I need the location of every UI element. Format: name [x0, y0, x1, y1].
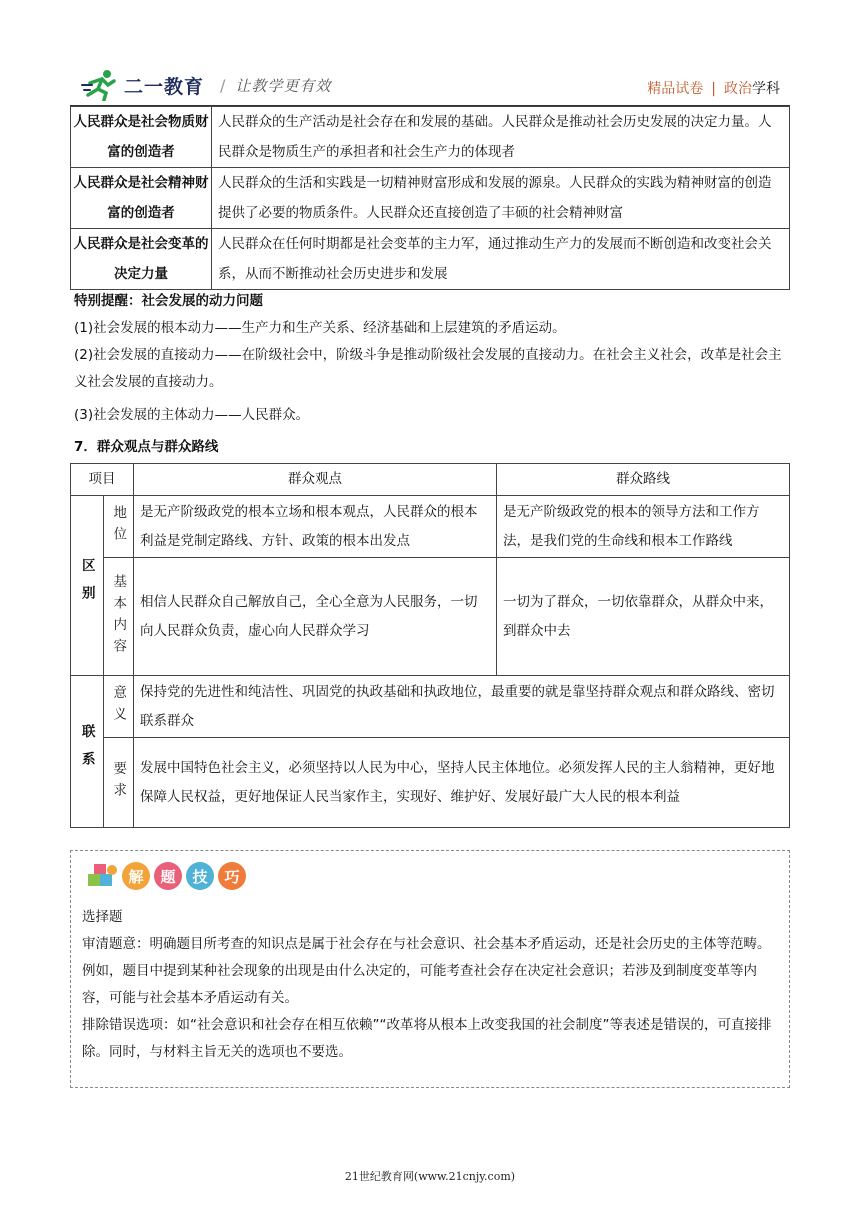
header-right	[647, 78, 780, 98]
tips-title-char: 巧	[218, 862, 246, 890]
page-footer: 21世纪教育网(www.21cnjy.com)	[344, 1170, 516, 1183]
row-cell-line: 是无产阶级政党的根本的领导方法和工作方法，是我们党的生命线和根本工作路线	[497, 496, 790, 558]
row-head: 人民群众是社会物质财富的创造者	[71, 107, 212, 168]
table-row	[71, 676, 790, 738]
tips-title-char: 题	[154, 862, 182, 890]
table-header-row	[71, 464, 790, 496]
row-content: 人民群众在任何时期都是社会变革的主力军，通过推动生产力的发展而不断创造和改变社会关系，从而不断推动社会历史进步和发展	[212, 229, 790, 290]
mass-line-table	[70, 463, 790, 828]
row-cell-view: 是无产阶级政党的根本立场和根本观点，人民群众的根本利益是党制定路线、方针、政策的根本出发点	[134, 496, 497, 558]
reminder-title: 特别提醒：社会发展的动力问题	[74, 293, 263, 309]
header-logo	[80, 68, 331, 102]
row-cell-line: 一切为了群众，一切依靠群众，从群众中来，到群众中去	[497, 558, 790, 676]
header-separator: |	[711, 81, 716, 97]
row-cell-link: 保持党的先进性和纯洁性、巩固党的执政基础和执政地位，最重要的就是靠坚持群众观点和群众路线、密切联系群众	[134, 676, 790, 738]
row-content: 人民群众的生活和实践是一切精神财富形成和发展的源泉。人民群众的实践为精神财富的创造提供了必要的物质条件。人民群众还直接创造了丰硕的社会精神财富	[212, 168, 790, 229]
header-label: 精品试卷	[647, 81, 704, 97]
table-row	[71, 496, 790, 558]
masses-role-table	[70, 106, 790, 290]
runner-logo-icon	[80, 69, 120, 101]
brand-slogan: 让教学更有效	[235, 76, 332, 95]
tips-paragraph-1: 审清题意：明确题目所考查的知识点是属于社会存在与社会意识、社会基本矛盾运动，还是社会历史的主体等范畴。例如，题目中提到某种社会现象的出现是由什么决定的，可能考查社会存在决定社会意识；若涉及到制度变革等内容，可能与社会基本矛盾运动有关。	[82, 936, 771, 1006]
reminder-item-2: (2)社会发展的直接动力——在阶级社会中，阶级斗争是推动阶级社会发展的直接动力。在社会主义社会，改革是社会主义社会发展的直接动力。	[74, 347, 782, 390]
col-header-item: 项目	[71, 464, 134, 496]
table-row	[71, 558, 790, 676]
table-row	[71, 107, 790, 168]
tips-paragraph-2: 排除错误选项：如“社会意识和社会存在相互依赖”“改革将从根本上改变我国的社会制度”等表述是错误的，可直接排除。同时，与材料主旨无关的选项也不要选。	[82, 1017, 772, 1060]
tips-content	[82, 904, 782, 1066]
diff-label: 区别	[71, 496, 104, 676]
row-head: 人民群众是社会精神财富的创造者	[71, 168, 212, 229]
tips-title-char: 解	[122, 862, 150, 890]
tips-title-char: 技	[186, 862, 214, 890]
row-sub-label: 要求	[103, 738, 133, 828]
header-subject: 政治	[724, 81, 752, 97]
section-title: 7．群众观点与群众路线	[74, 439, 219, 455]
header-subject-suffix: 学科	[752, 81, 780, 97]
row-sub-label: 意义	[103, 676, 133, 738]
reminder-item-3: (3)社会发展的主体动力——人民群众。	[74, 407, 310, 423]
row-sub-label: 地位	[103, 496, 133, 558]
tips-type: 选择题	[82, 909, 123, 925]
reminder-item-1: (1)社会发展的根本动力——生产力和生产关系、经济基础和上层建筑的矛盾运动。	[74, 320, 566, 336]
tips-title	[122, 862, 250, 890]
row-head: 人民群众是社会变革的决定力量	[71, 229, 212, 290]
col-header-line: 群众路线	[497, 464, 790, 496]
table-row	[71, 168, 790, 229]
row-sub-label: 基本内容	[103, 558, 133, 676]
row-content: 人民群众的生产活动是社会存在和发展的基础。人民群众是推动社会历史发展的决定力量。人民群众是物质生产的承担者和社会生产力的体现者	[212, 107, 790, 168]
col-header-view: 群众观点	[134, 464, 497, 496]
table-row	[71, 738, 790, 828]
puzzle-icon	[86, 862, 122, 892]
row-cell-link: 发展中国特色社会主义，必须坚持以人民为中心，坚持人民主体地位。必须发挥人民的主人翁精神，更好地保障人民权益，更好地保证人民当家作主，实现好、维护好、发展好最广大人民的根本利益	[134, 738, 790, 828]
row-cell-view: 相信人民群众自己解放自己，全心全意为人民服务，一切向人民群众负责，虚心向人民群众学习	[134, 558, 497, 676]
header-divider: /	[220, 75, 226, 95]
table-row	[71, 229, 790, 290]
link-label: 联系	[71, 676, 104, 828]
brand-name: 二一教育	[124, 75, 205, 98]
